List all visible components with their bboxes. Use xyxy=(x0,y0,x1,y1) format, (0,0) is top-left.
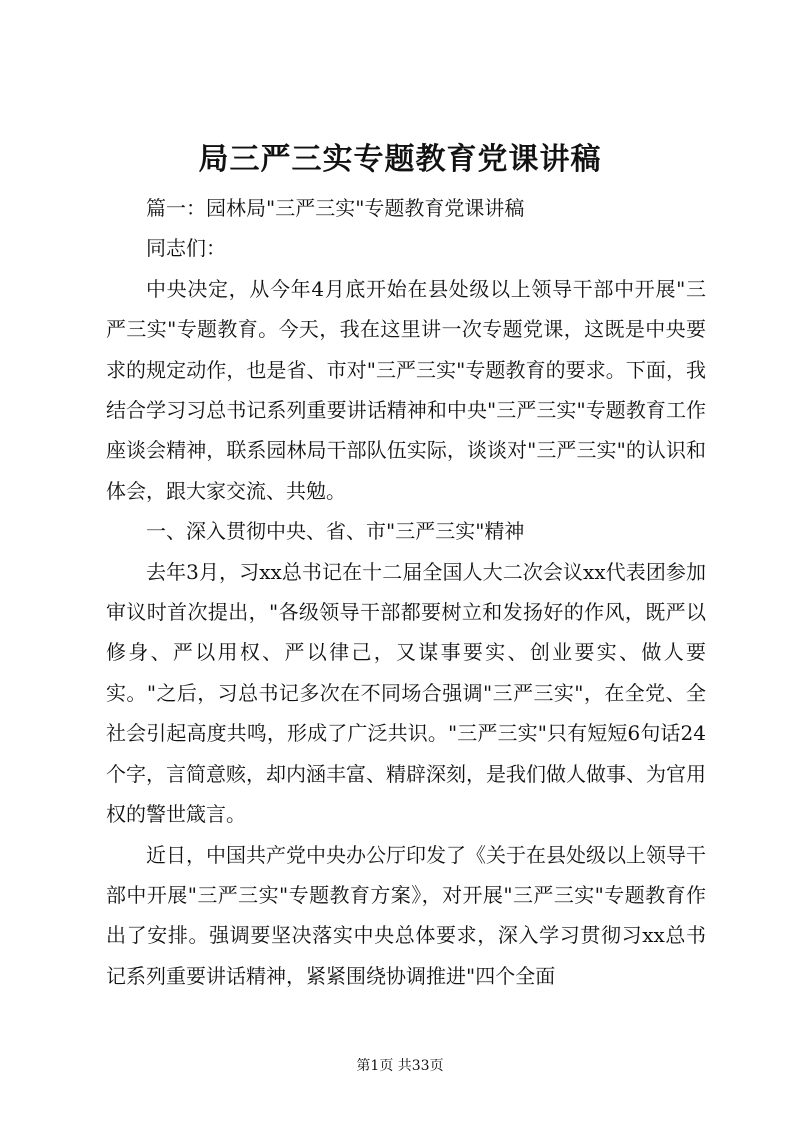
salutation: 同志们： xyxy=(146,236,226,261)
body-paragraph: 中央决定，从今年4月底开始在县处级以上领导干部中开展"三严三实"专题教育。今天，我在这里讲一次专题党课，这既是中央要求的规定动作，也是省、市对"三严三实"专题教育的要求。下面，我结合学习习总书记系列重要讲话精神和中央"三严三实"专题教育工作座谈会精神，联系园林局干部队伍实际，谈谈对"三严三实"的认识和体会，跟大家交流、共勉。 xyxy=(106,276,706,503)
page-footer: 第1页 共33页 xyxy=(356,1058,444,1074)
section-heading: 一、深入贯彻中央、省、市"三严三实"精神 xyxy=(146,519,525,544)
section-heading: 篇一：园林局"三严三实"专题教育党课讲稿 xyxy=(146,196,525,220)
body-paragraph: 近日，中国共产党中央办公厅印发了《关于在县处级以上领导干部中开展"三严三实"专题教育方案》，对开展"三严三实"专题教育作出了安排。强调要坚决落实中央总体要求，深入学习贯彻习xx总书记系列重要讲话精神，紧紧围绕协调推进"四个全面 xyxy=(106,842,706,988)
body-paragraph: 去年3月，习xx总书记在十二届全国人大二次会议xx代表团参加审议时首次提出，"各级领导干部都要树立和发扬好的作风，既严以修身、严以用权、严以律己，又谋事要实、创业要实、做人要实。"之后，习总书记多次在不同场合强调"三严三实"，在全党、全社会引起高度共鸣，形成了广泛共识。"三严三实"只有短短6句话24个字，言简意赅，却内涵丰富、精辟深刻，是我们做人做事、为官用权的警世箴言。 xyxy=(106,559,706,827)
document-title: 局三严三实专题教育党课讲稿 xyxy=(198,142,602,177)
document-body xyxy=(106,188,706,996)
